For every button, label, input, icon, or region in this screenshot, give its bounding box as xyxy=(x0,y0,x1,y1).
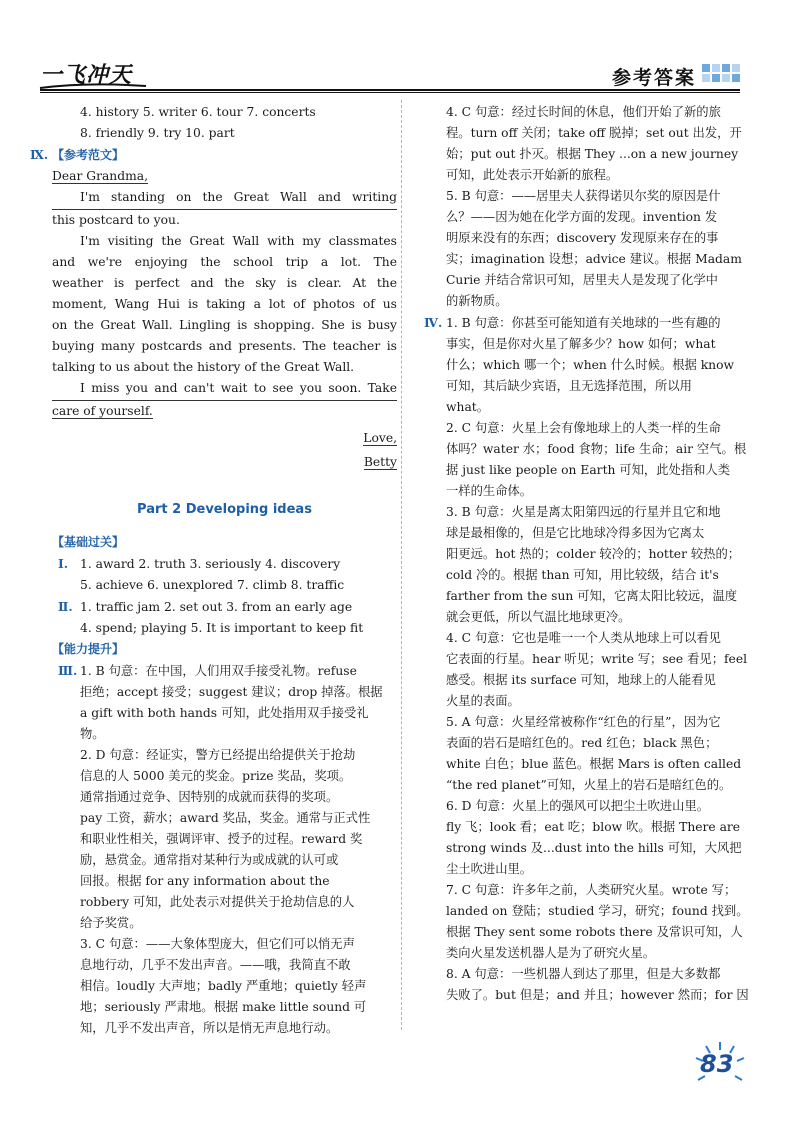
explanation-line: 6. D 句意：火星上的强风可以把尘土吹进山里。 xyxy=(446,799,710,813)
letter-line: I'm visiting the Great Wall with my classmates xyxy=(80,234,397,248)
roman-numeral: Ⅱ. xyxy=(58,599,73,614)
explanation-line: 么？——因为她在化学方面的发现。invention 发 xyxy=(446,210,718,224)
explanation-line: 可知，其后缺少宾语，且无选择范围，所以用 xyxy=(446,379,692,393)
header-rule-thin xyxy=(40,92,740,93)
ability-section-title: 【能力提升】 xyxy=(52,642,125,656)
explanation-line: 尘土吹进山里。 xyxy=(446,862,533,876)
part-title: Part 2 Developing ideas xyxy=(137,502,312,517)
roman-numeral: Ⅰ. xyxy=(58,556,69,571)
section-iv: Ⅳ. 1. B 句意：你甚至可能知道有关地球的一些有趣的 xyxy=(418,312,760,334)
explanation-line: what。 xyxy=(446,400,490,414)
explanation-line: 明原来没有的东西；discovery 发现原来存在的事 xyxy=(446,231,719,245)
explanation-line: 5. A 句意：火星经常被称作“红色的行星”，因为它 xyxy=(446,715,721,729)
explanation-line: 失败了。but 但是；and 并且；however 然而；for 因 xyxy=(446,988,749,1002)
brand-logo: 一飞冲天 xyxy=(40,63,133,88)
explanation-line: a gift with both hands 可知，此处指用双手接受礼 xyxy=(80,706,369,720)
explanation-line: 程。turn off 关闭；take off 脱掉；set out 出发，开 xyxy=(446,126,742,140)
letter-line: care of yourself. xyxy=(52,404,153,418)
section-label: 参考答案 xyxy=(612,67,697,89)
explanation-line: “the red planet”可知，火星上的岩石是暗红色的。 xyxy=(446,778,732,792)
letter-line: moment, Wang Hui is taking a lot of photos of us xyxy=(52,297,397,311)
explanation-line: 类向火星发送机器人是为了研究火星。 xyxy=(446,946,656,960)
explanation-line: Ⅲ. 1. B 句意：在中国，人们用双手接受礼物。refuse xyxy=(52,660,397,682)
explanation-line: Curie 并结合常识可知，居里夫人是发现了化学中 xyxy=(446,273,718,287)
explanation-line: 什么；which 哪一个；when 什么时候。根据 know xyxy=(446,358,735,372)
answer-line: 8. friendly 9. try 10. part xyxy=(80,126,235,140)
explanation-line: strong winds 及...dust into the hills 可知，大风把 xyxy=(446,841,742,855)
explanation-line: 信息的人 5000 美元的奖金。prize 奖品，奖项。 xyxy=(80,769,352,783)
explanation-line: 火星的表面。 xyxy=(446,694,520,708)
roman-numeral: Ⅲ. xyxy=(58,663,78,678)
explanation-line: 球是最相像的，但是它比地球冷得多因为它离太 xyxy=(446,526,705,540)
explanation-line: 回报。根据 for any information about the xyxy=(80,874,330,888)
explanation-line: 4. C 句意：经过长时间的休息，他们开始了新的旅 xyxy=(446,105,721,119)
explanation-line: 事实，但是你对火星了解多少？how 如何；what xyxy=(446,337,716,351)
explanation-line: 据 just like people on Earth 可知，此处指和人类 xyxy=(446,463,731,477)
explanation-line: cold 冷的。根据 than 可知，用比较级，结合 it's xyxy=(446,568,719,582)
decorative-squares-icon xyxy=(700,62,744,88)
explanation-line: 阳更远。hot 热的；colder 较冷的；hotter 较热的； xyxy=(446,547,741,561)
explanation-line: 4. C 句意：它也是唯一一个人类从地球上可以看见 xyxy=(446,631,721,645)
answer-line: 5. achieve 6. unexplored 7. climb 8. traffic xyxy=(80,578,345,592)
explanation-line: 5. B 句意：——居里夫人获得诺贝尔奖的原因是什 xyxy=(446,189,721,203)
explanation-line: 体吗？water 水；food 食物；life 生命；air 空气。根 xyxy=(446,442,747,456)
answer-line: 4. history 5. writer 6. tour 7. concerts xyxy=(80,105,316,119)
section-ix xyxy=(30,144,397,166)
explanation-line: 地；seriously 严肃地。根据 make little sound 可 xyxy=(80,1000,367,1014)
explanation-line: 相信。loudly 大声地；badly 严重地；quietly 轻声 xyxy=(80,979,367,993)
letter-greeting: Dear Grandma, xyxy=(52,169,148,183)
explanation-line: 2. D 句意：经证实，警方已经提出给提供关于抢劫 xyxy=(80,748,356,762)
left-column xyxy=(30,102,397,1039)
explanation-line: 表面的岩石是暗红色的。red 红色；black 黑色； xyxy=(446,736,718,750)
explanation-line: 息地行动，几乎不发出声音。——哦，我简直不敢 xyxy=(80,958,351,972)
explanation-line: 感受。根据 its surface 可知，地球上的人能看见 xyxy=(446,673,716,687)
explanation-line: 的新物质。 xyxy=(446,294,508,308)
sample-essay-title: 【参考范文】 xyxy=(52,148,125,162)
answer-line: 1. award 2. truth 3. seriously 4. discovery xyxy=(80,557,341,571)
explanation-line: 一样的生命体。 xyxy=(446,484,533,498)
right-column xyxy=(418,102,760,1006)
explanation-line: 就会更低，所以气温比地球更冷。 xyxy=(446,610,631,624)
explanation-line: landed on 登陆；studied 学习，研究；found 找到。 xyxy=(446,904,749,918)
explanation-line: 物。 xyxy=(80,727,105,741)
explanation-line: 通常指通过竞争、因特别的成就而获得的奖项。 xyxy=(80,790,339,804)
section-iii xyxy=(52,660,397,1039)
answer-line: 1. traffic jam 2. set out 3. from an early age xyxy=(80,600,353,614)
explanation-line: 3. B 句意：火星是离太阳第四远的行星并且它和地 xyxy=(446,505,721,519)
letter-closing: Love, xyxy=(363,431,397,445)
roman-numeral: Ⅸ. xyxy=(30,147,49,162)
page-number: 83 xyxy=(700,1050,734,1078)
letter-line: talking to us about the history of the Great Wall. xyxy=(52,360,355,374)
explanation-line: 知，几乎不发出声音，所以是悄无声息地行动。 xyxy=(80,1021,339,1035)
letter-line: I'm standing on the Great Wall and writing xyxy=(52,187,397,210)
explanation-line: 实；imagination 设想；advice 建议。根据 Madam xyxy=(446,252,742,266)
letter-line: on the Great Wall. Lingling is shopping. She is busy xyxy=(52,318,397,332)
letter-line: this postcard to you. xyxy=(52,213,180,227)
explanation-line: 可知，此处表示开始新的旅程。 xyxy=(446,168,619,182)
letter-line: buying many postcards and presents. The teacher is xyxy=(52,339,397,353)
answer-line: 4. spend; playing 5. It is important to keep fit xyxy=(80,621,364,635)
explanation-line: 它表面的行星。hear 听见；write 写；see 看见；feel xyxy=(446,652,748,666)
page-header xyxy=(0,0,800,100)
section-ii xyxy=(52,596,397,618)
explanation-line: robbery 可知，此处表示对提供关于抢劫信息的人 xyxy=(80,895,355,909)
explanation-line: 2. C 句意：火星上会有像地球上的人类一样的生命 xyxy=(446,421,721,435)
explanation-line: farther from the sun 可知，它离太阳比较远，温度 xyxy=(446,589,738,603)
header-rule xyxy=(40,89,740,91)
explanation-line: 拒绝；accept 接受；suggest 建议；drop 掉落。根据 xyxy=(80,685,383,699)
explanation-line: 始；put out 扑灭。根据 They ...on a new journey xyxy=(446,147,739,161)
explanation-line: 8. A 句意：一些机器人到达了那里，但是大多数都 xyxy=(446,967,721,981)
explanation-line: fly 飞；look 看；eat 吃；blow 吹。根据 There are xyxy=(446,820,741,834)
sample-letter xyxy=(52,166,397,473)
basic-section-title: 【基础过关】 xyxy=(52,535,125,549)
explanation-line: pay 工资，薪水；award 奖品，奖金。通常与正式性 xyxy=(80,811,371,825)
letter-line: I miss you and can't wait to see you soon. Take xyxy=(52,378,397,401)
column-divider xyxy=(401,100,402,1030)
section-i xyxy=(52,553,397,575)
letter-signature: Betty xyxy=(363,455,397,469)
letter-line: weather is perfect and the sky is clear. At the xyxy=(52,276,397,290)
explanation-line: 3. C 句意：——大象体型庞大，但它们可以悄无声 xyxy=(80,937,355,951)
explanation-line: white 白色；blue 蓝色。根据 Mars is often called xyxy=(446,757,742,771)
roman-numeral: Ⅳ. xyxy=(424,315,443,330)
explanation-line: 和职业性相关，强调评审、授予的过程。reward 奖 xyxy=(80,832,363,846)
explanation-line: 给予奖赏。 xyxy=(80,916,142,930)
letter-line: and we're enjoying the school trip a lot. The xyxy=(52,255,397,269)
explanation-line: 7. C 句意：许多年之前，人类研究火星。wrote 写； xyxy=(446,883,737,897)
explanation-line: 根据 They sent some robots there 及常识可知，人 xyxy=(446,925,743,939)
explanation-line: 励，悬赏金。通常指对某种行为或成就的认可或 xyxy=(80,853,339,867)
